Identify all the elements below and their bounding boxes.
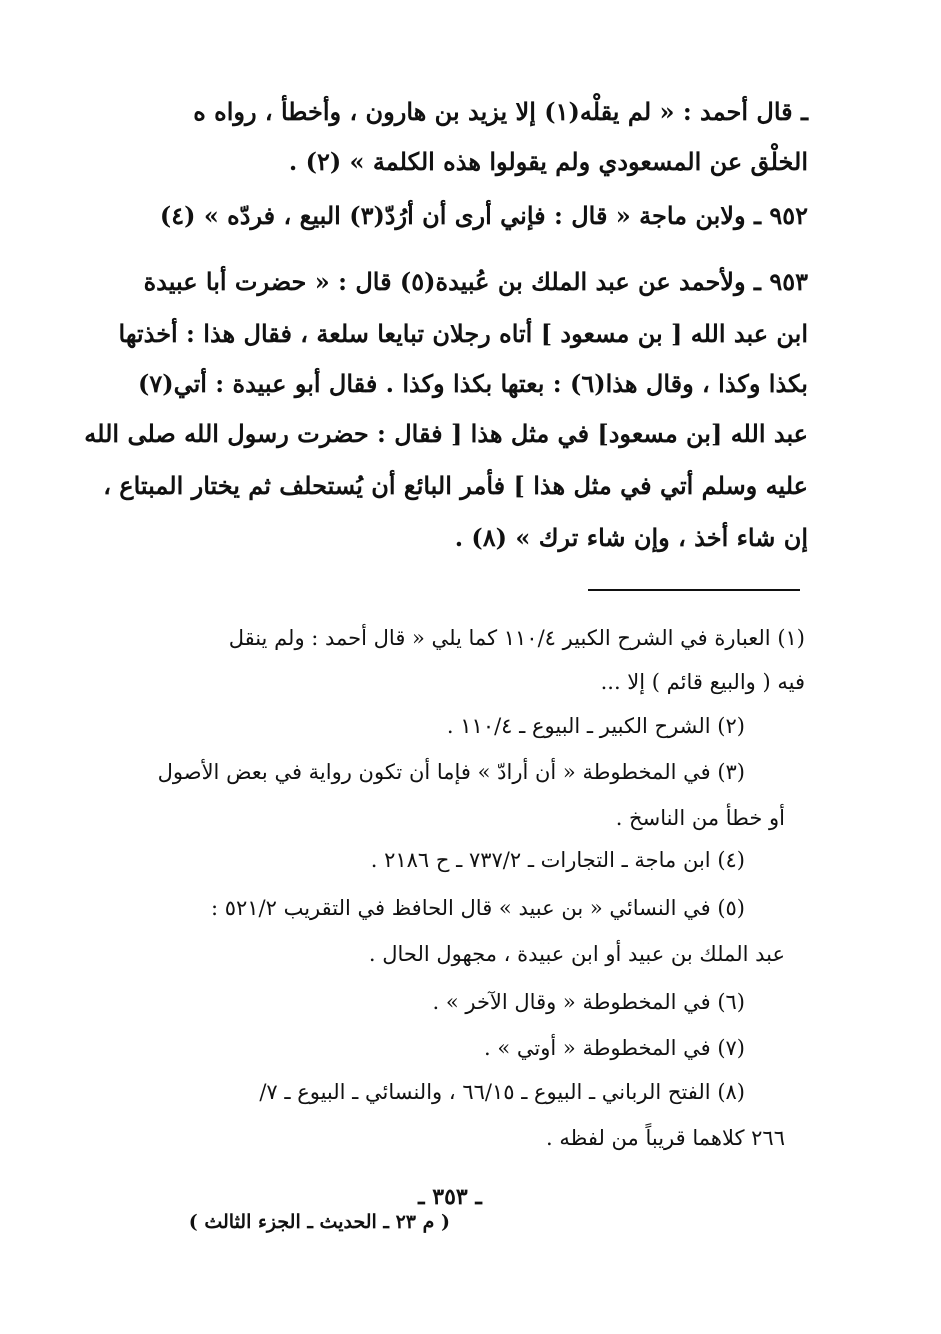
footnote-line-10: (٧) في المخطوطة « أوتي » . (484, 1036, 745, 1060)
footnote-line-5: أو خطأ من الناسخ . (615, 806, 785, 830)
footnote-line-12: ٢٦٦ كلاهما قريباً من لفظه . (546, 1126, 785, 1150)
footnote-separator (588, 589, 800, 591)
footnote-line-7: (٥) في النسائي « بن عبيد » قال الحافظ في التقريب ٥٢١/٢ : (210, 896, 745, 920)
main-text-line-4: ٩٥٣ ـ ولأحمد عن عبد الملك بن عُبيدة(٥) قال : « حضرت أبا عبيدة (143, 267, 808, 296)
footnote-line-11: (٨) الفتح الرباني ـ البيوع ـ ٦٦/١٥ ، والنسائي ـ البيوع ـ ٧/ (259, 1080, 745, 1104)
footnote-line-1: (١) العبارة في الشرح الكبير ١١٠/٤ كما يلي « قال أحمد : ولم ينقل (228, 626, 805, 650)
footnote-line-3: (٢) الشرح الكبير ـ البيوع ـ ١١٠/٤ . (446, 714, 745, 738)
main-text-line-1: ـ قال أحمد : « لم يقلْه(١) إلا يزيد بن هارون ، وأخطأ ، رواه ه (193, 97, 808, 126)
main-text-line-2: الخلْق عن المسعودي ولم يقولوا هذه الكلمة » (٢) . (288, 147, 808, 176)
page-number: ـ ٣٥٣ ـ (418, 1184, 482, 1210)
footnote-line-9: (٦) في المخطوطة « وقال الآخر » . (432, 990, 745, 1014)
main-text-line-6: بكذا وكذا ، وقال هذا(٦) : بعتها بكذا وكذا . فقال أبو عبيدة : أتي(٧) (137, 369, 808, 398)
main-text-line-8: عليه وسلم أتي في مثل هذا ] فأمر البائع أن يُستحلف ثم يختار المبتاع ، (103, 471, 808, 500)
main-text-line-3: ٩٥٢ ـ ولابن ماجة « قال : فإني أرى أن أرُدّ(٣) البيع ، فردّه » (٤) (159, 201, 808, 230)
main-text-line-5: ابن عبد الله [ بن مسعود ] أتاه رجلان تبايعا سلعة ، فقال هذا : أخذتها (118, 319, 808, 348)
footnote-line-2: فيه ( والبيع قائم ) إلا ... (600, 670, 805, 694)
section-signature: ( م ٢٣ ـ الحديث ـ الجزء الثالث ) (188, 1211, 450, 1233)
main-text-line-9: إن شاء أخذ ، وإن شاء ترك » (٨) . (454, 523, 808, 552)
footnote-line-6: (٤) ابن ماجة ـ التجارات ـ ٧٣٧/٢ ـ ح ٢١٨٦ . (370, 848, 745, 872)
main-text-line-7: عبد الله [بن مسعود] في مثل هذا [ فقال : حضرت رسول الله صلى الله (84, 419, 808, 448)
footnote-line-4: (٣) في المخطوطة « أن أرادّ » فإما أن تكون رواية في بعض الأصول (157, 760, 745, 784)
footnote-line-8: عبد الملك بن عبيد أو ابن عبيدة ، مجهول الحال . (368, 942, 785, 966)
